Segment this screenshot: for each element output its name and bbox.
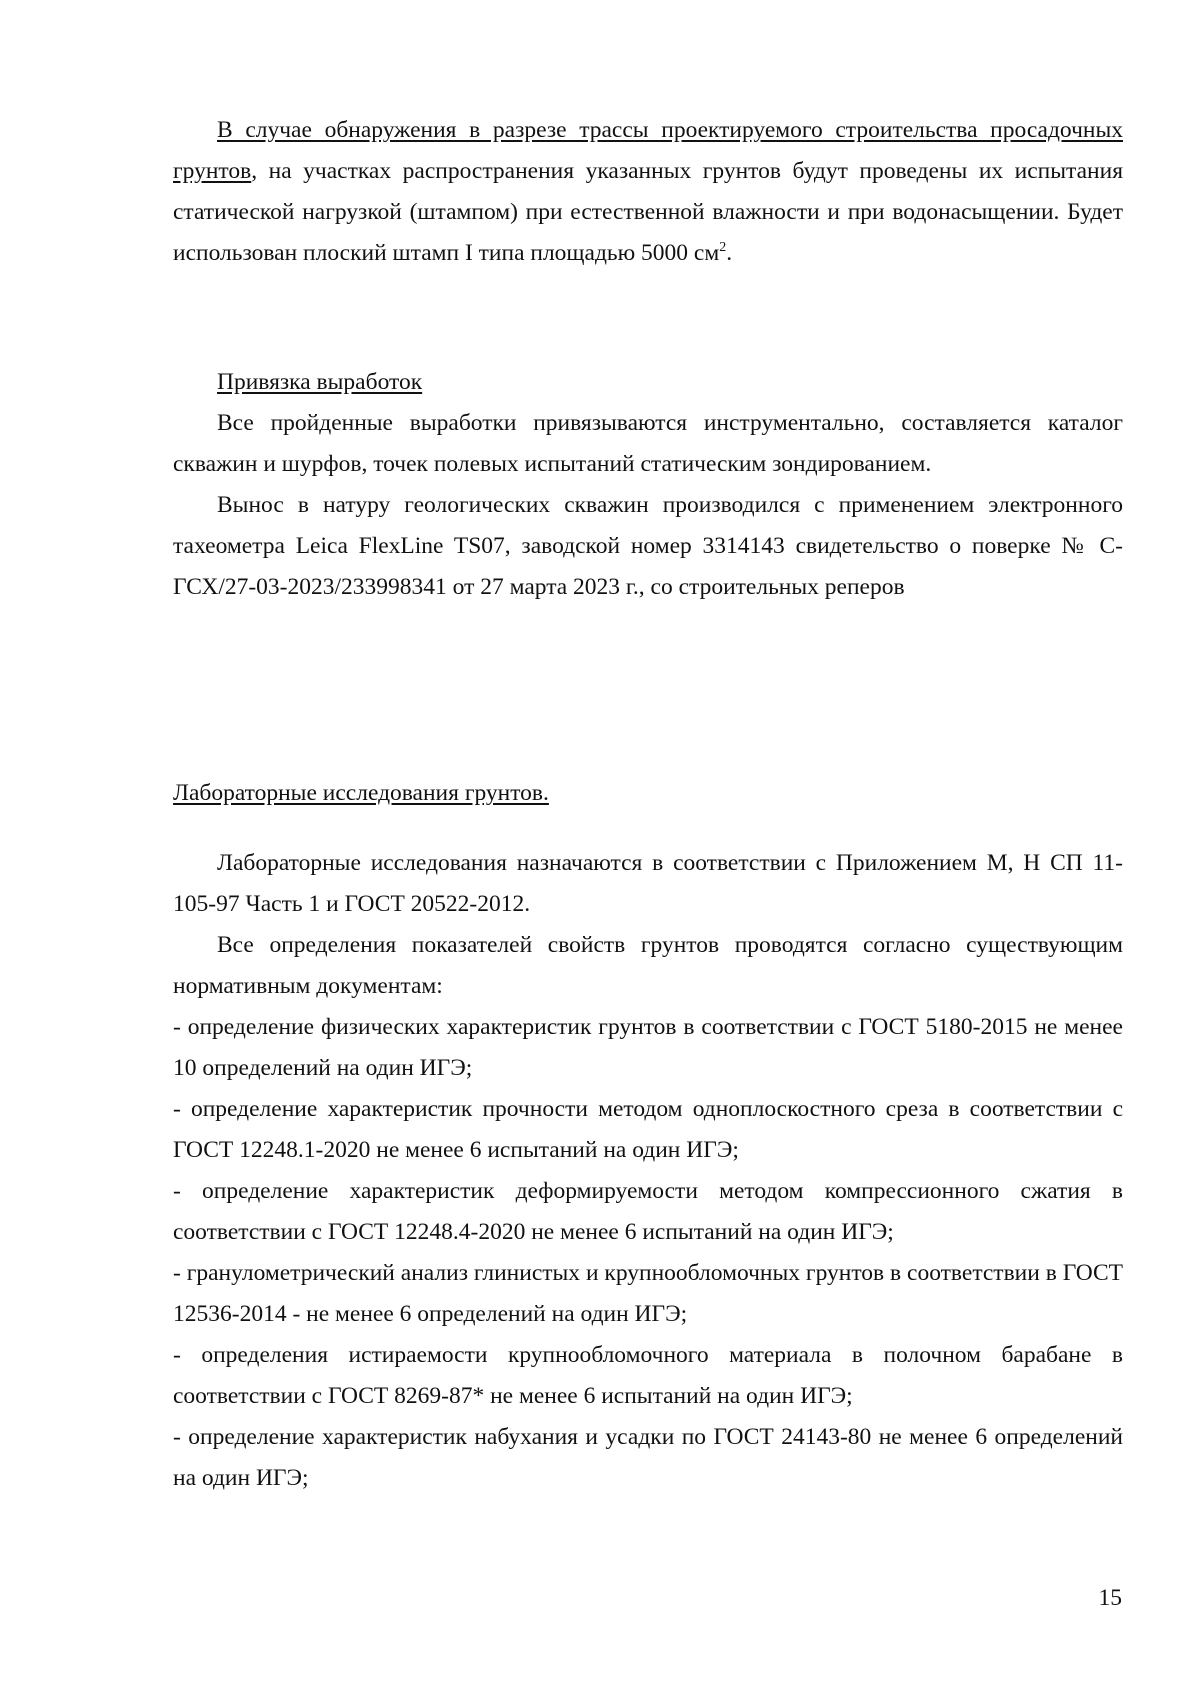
lab-tests-item-2: - определение характеристик прочности методом одноплоскостного среза в соответствии с ГОСТ 12248.1-2020 не менее 6 испытаний на один ИГЭ; <box>173 1096 1123 1163</box>
stamp-tests-text: , на участках распространения указанных грунтов будут проведены их испытания статической нагрузкой (штампом) при естественной влажности и при водонасыщении. Будет использован плоский штамп I типа площадью 5000 см <box>173 158 1123 266</box>
lab-tests-paragraph-2: Все определения показателей свойств грунтов проводятся согласно существующим нормативным документам: <box>173 932 1123 999</box>
lab-tests-item-4: - гранулометрический анализ глинистых и крупнообломочных грунтов в соответствии в ГОСТ 12536-2014 - не менее 6 определений на один ИГЭ; <box>173 1260 1123 1327</box>
section-lab-tests <box>173 843 1123 1499</box>
lab-tests-item-5: - определения истираемости крупнообломочного материала в полочном барабане в соответствии с ГОСТ 8269-87* не менее 6 испытаний на один ИГЭ; <box>173 1342 1123 1409</box>
area-unit-superscript: 2 <box>719 240 727 256</box>
lab-tests-item-1: - определение физических характеристик грунтов в соответствии с ГОСТ 5180-2015 не менее 10 определений на один ИГЭ; <box>173 1014 1123 1081</box>
page-number: 15 <box>1098 1585 1122 1611</box>
stamp-tests-underlined-lead: В случае обнаружения в разрезе трассы проектируемого строительства просадочных грунтов <box>173 117 1123 184</box>
lab-tests-paragraph-1: Лабораторные исследования назначаются в соответствии с Приложением М, Н СП 11-105-97 Часть 1 и ГОСТ 20522-2012. <box>173 850 1123 917</box>
lab-tests-item-3: - определение характеристик деформируемости методом компрессионного сжатия в соответствии с ГОСТ 12248.4-2020 не менее 6 испытаний на один ИГЭ; <box>173 1178 1123 1245</box>
lab-tests-item-6: - определение характеристик набухания и усадки по ГОСТ 24143-80 не менее 6 определений на один ИГЭ; <box>173 1424 1123 1491</box>
workings-binding-paragraph-1: Все пройденные выработки привязываются инструментально, составляется каталог скважин и шурфов, точек полевых испытаний статическим зондированием. <box>173 410 1123 477</box>
stamp-tests-paragraph <box>173 110 1123 274</box>
heading-lab-tests: Лабораторные исследования грунтов. <box>173 780 549 806</box>
section-workings-binding <box>173 403 1123 608</box>
heading-workings-binding: Привязка выработок <box>217 369 423 395</box>
workings-binding-paragraph-2: Вынос в натуру геологических скважин производился с применением электронного тахеометра Leica FlexLine TS07, заводской номер 3314143 свидетельство о поверке № С-ГСХ/27-03-2023/233998341 от 27 марта 2023 г., со строительных реперов <box>173 492 1123 600</box>
stamp-tests-tail: . <box>726 240 733 266</box>
section-stamp-tests <box>173 110 1123 274</box>
